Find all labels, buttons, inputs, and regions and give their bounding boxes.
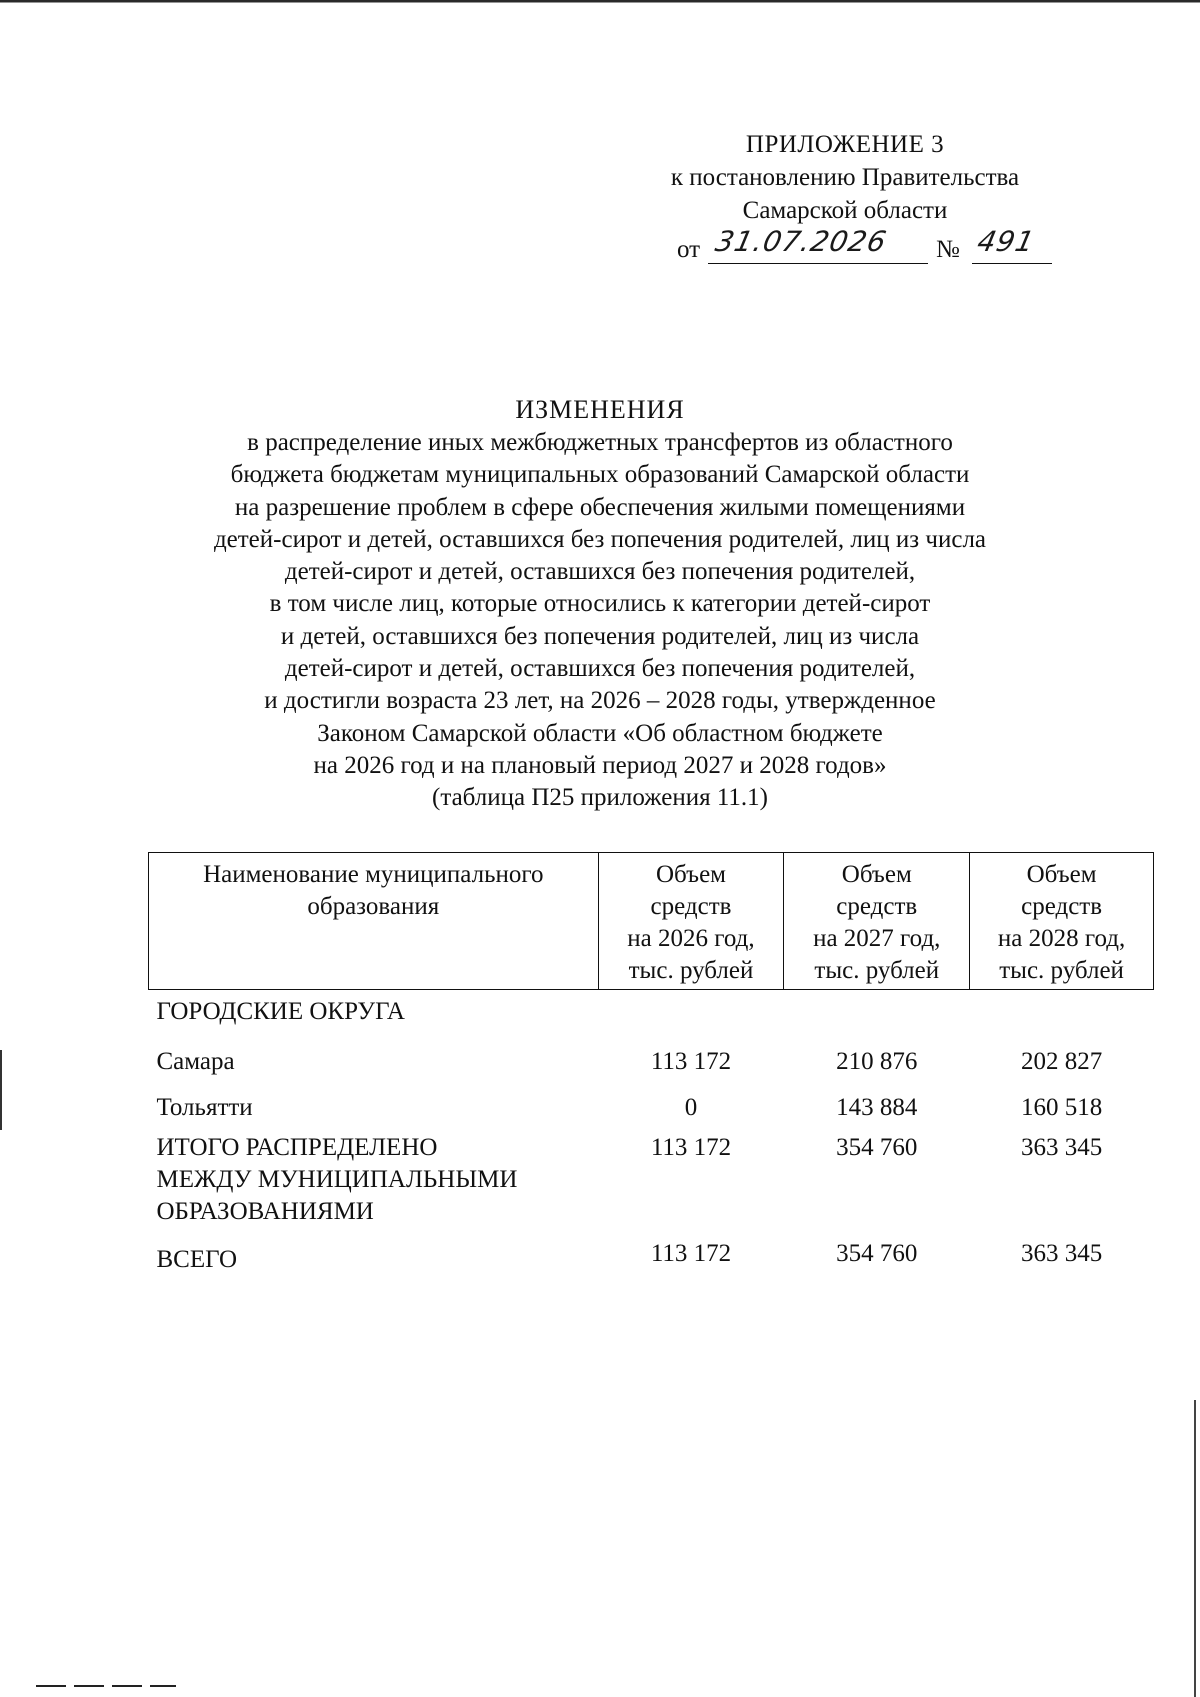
header-text: тыс. рублей bbox=[814, 957, 940, 984]
header-text: Наименование муниципального bbox=[203, 861, 544, 888]
table-group-row bbox=[149, 990, 1154, 1037]
grand-total-name: ВСЕГО bbox=[156, 1246, 238, 1273]
total-value-2028: 363 345 bbox=[1020, 1134, 1103, 1161]
handwritten-date: 31.07.2026 bbox=[712, 225, 890, 258]
from-label: от bbox=[677, 236, 701, 263]
appendix-title: ПРИЛОЖЕНИЕ 3 bbox=[745, 131, 945, 158]
heading-line: детей-сирот и детей, оставшихся без попечения родителей, bbox=[284, 655, 916, 683]
header-2027 bbox=[784, 853, 970, 990]
heading-line: в распределение иных межбюджетных трансфертов из областного bbox=[247, 429, 953, 456]
header-text: средств bbox=[836, 893, 918, 920]
heading-line: детей-сирот и детей, оставшихся без попечения родителей, лиц из числа bbox=[213, 525, 987, 553]
number-label: № bbox=[936, 236, 960, 263]
total-name-line: ОБРАЗОВАНИЯМИ bbox=[156, 1198, 374, 1225]
heading-line: бюджета бюджетам муниципальных образований Самарской области bbox=[230, 461, 970, 489]
header-text: средств bbox=[650, 893, 732, 920]
heading-line: и достигли возраста 23 лет, на 2026 – 2028 годы, утвержденное bbox=[264, 687, 936, 715]
order-line bbox=[600, 227, 1090, 267]
scan-edge-right bbox=[1194, 1400, 1196, 1697]
total-value-2026: 113 172 bbox=[650, 1134, 732, 1161]
grand-total-value-2028: 363 345 bbox=[1020, 1240, 1103, 1267]
row-value-2027: 143 884 bbox=[836, 1094, 918, 1121]
appendix-line-1: к постановлению Правительства bbox=[670, 164, 1020, 191]
heading-line: детей-сирот и детей, оставшихся без попечения родителей, bbox=[284, 558, 916, 586]
heading-line: (таблица П25 приложения 11.1) bbox=[432, 784, 768, 812]
heading-line: Законом Самарской области «Об областном бюджете bbox=[317, 719, 883, 747]
appendix-line-2: Самарской области bbox=[742, 197, 948, 224]
total-name-line: ИТОГО РАСПРЕДЕЛЕНО bbox=[156, 1134, 438, 1161]
header-text: образования bbox=[307, 893, 440, 920]
header-2026 bbox=[598, 853, 784, 990]
header-text: на 2028 год, bbox=[997, 925, 1126, 952]
header-text: средств bbox=[1021, 893, 1103, 920]
scan-edge-left bbox=[0, 1050, 2, 1130]
header-text: тыс. рублей bbox=[999, 957, 1124, 984]
row-name: Самара bbox=[156, 1048, 235, 1075]
heading-line: на 2026 год и на плановый период 2027 и 2028 годов» bbox=[313, 751, 887, 779]
total-value-2027: 354 760 bbox=[836, 1134, 918, 1161]
group-label: ГОРОДСКИЕ ОКРУГА bbox=[156, 998, 405, 1025]
row-value-2026: 113 172 bbox=[650, 1048, 732, 1075]
row-value-2027: 210 876 bbox=[836, 1048, 918, 1075]
scan-edge-top bbox=[0, 0, 1200, 12]
total-name-line: МЕЖДУ МУНИЦИПАЛЬНЫМИ bbox=[156, 1166, 518, 1193]
heading-line: на разрешение проблем в сфере обеспечения жилыми помещениями bbox=[234, 493, 966, 521]
heading-line: в том числе лиц, которые относились к категории детей-сирот bbox=[269, 590, 931, 618]
scan-edge-bottom bbox=[36, 1685, 176, 1687]
heading-title: ИЗМЕНЕНИЯ bbox=[515, 395, 685, 424]
allocation-table bbox=[148, 852, 1154, 1276]
document-heading bbox=[150, 393, 1050, 815]
header-municipality bbox=[149, 853, 599, 990]
header-text: Объем bbox=[841, 861, 912, 888]
table-grand-total-row bbox=[149, 1232, 1154, 1276]
grand-total-value-2026: 113 172 bbox=[650, 1240, 732, 1267]
header-text: тыс. рублей bbox=[628, 957, 754, 984]
row-value-2028: 160 518 bbox=[1020, 1094, 1103, 1121]
date-field bbox=[708, 227, 928, 264]
table-total-row bbox=[149, 1126, 1154, 1232]
appendix-block bbox=[600, 128, 1090, 267]
row-value-2028: 202 827 bbox=[1020, 1048, 1103, 1075]
row-name: Тольятти bbox=[156, 1094, 253, 1121]
header-text: на 2027 год, bbox=[813, 925, 941, 952]
heading-body bbox=[150, 427, 1050, 815]
header-2028 bbox=[970, 853, 1154, 990]
number-field bbox=[972, 227, 1052, 264]
header-text: Объем bbox=[655, 861, 726, 888]
header-text: на 2026 год, bbox=[627, 925, 755, 952]
header-text: Объем bbox=[1026, 861, 1097, 888]
table-row bbox=[149, 1082, 1154, 1126]
row-value-2026: 0 bbox=[684, 1094, 698, 1121]
heading-line: и детей, оставшихся без попечения родителей, лиц из числа bbox=[280, 622, 920, 650]
total-name bbox=[149, 1126, 599, 1232]
table-row bbox=[149, 1036, 1154, 1082]
handwritten-number: 491 bbox=[974, 225, 1038, 258]
grand-total-value-2027: 354 760 bbox=[836, 1240, 918, 1267]
table-header-row bbox=[149, 853, 1154, 990]
